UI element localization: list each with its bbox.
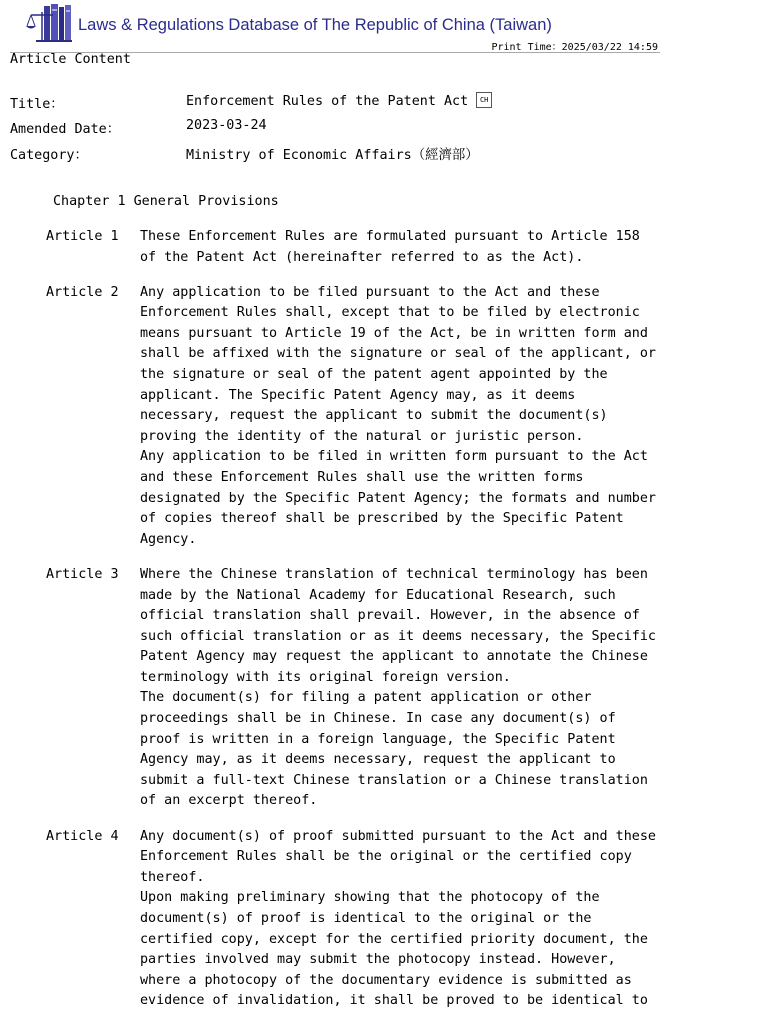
article-list (0, 227, 768, 1024)
site-header (10, 0, 660, 53)
article-paragraph: Any document(s) of proof submitted pursuant to the Act and these Enforcement Rules shall be the original or the certified copy thereof. (140, 828, 656, 885)
article-paragraph: These Enforcement Rules are formulated pursuant to Article 158 of the Patent Act (hereinafter referred to as the Act). (140, 229, 640, 265)
article-paragraph: Upon making preliminary showing that the photocopy of the document(s) of proof is identical to the original or the certified copy, except for the certified priority document, the parties involved may submit the photocopy instead. However, where a photocopy of the documentary evidence is submitted as evidence of invalidation, it shall be proved to be identical to (140, 890, 648, 1009)
law-title: Enforcement Rules of the Patent Act (186, 94, 469, 109)
article-body (140, 827, 660, 1012)
article (0, 565, 768, 812)
article-number: Article 4 (46, 828, 119, 844)
article-paragraph: Any application to be filed pursuant to the Act and these Enforcement Rules shall, except that to be filed by electronic means pursuant to Article 19 of the Act, be in written form and shall be affixed with the signature or seal of the applicant, or the signature or seal of the patent agent appointed by the applicant. The Specific Patent Agency may, as it deems necessary, request the applicant to submit the document(s) proving the identity of the natural or juristic person. (140, 284, 656, 444)
print-time: Print Time：2025/03/22 14:59 (491, 42, 658, 53)
article-number: Article 2 (46, 284, 119, 300)
article-number: Article 3 (46, 566, 119, 582)
chinese-version-link[interactable]: CH (476, 92, 492, 108)
category-value: Ministry of Economic Affairs（經濟部） (186, 148, 479, 163)
title-label: Title： (10, 97, 64, 112)
amended-date-label: Amended Date： (10, 122, 121, 137)
article-body (140, 283, 660, 551)
article-number: Article 1 (46, 229, 119, 244)
article (0, 283, 768, 551)
site-title: Laws & Regulations Database of The Republic of China (Taiwan) (78, 16, 552, 34)
article (0, 827, 768, 1012)
article (0, 227, 768, 268)
chapter-title: Chapter 1 General Provisions (53, 194, 279, 209)
article-paragraph: The document(s) for filing a patent application or other proceedings shall be in Chinese. In case any document(s) of proof is written in a foreign language, the Specific Patent Agency may, as it deems necessary, request the applicant to submit a full-text Chinese translation or a Chinese translation of an excerpt thereof. (140, 690, 648, 809)
amended-date-value: 2023-03-24 (186, 118, 267, 133)
category-label: Category： (10, 148, 88, 163)
books-and-scales-logo-icon (22, 2, 84, 44)
section-label: Article Content (10, 52, 131, 67)
title-value-group (186, 93, 492, 109)
article-body (140, 565, 660, 812)
article-paragraph: Any application to be filed in written form pursuant to the Act and these Enforcement Rules shall use the written forms designated by the Specific Patent Agency; the formats and number of copies thereof shall be prescribed by the Specific Patent Agency. (140, 449, 656, 547)
article-body (140, 227, 660, 268)
article-paragraph: Where the Chinese translation of technical terminology has been made by the National Academy for Educational Research, such official translation shall prevail. However, in the absence of such official translation or as it deems necessary, the Specific Patent Agency may request the applicant to annotate the Chinese terminology with its original foreign version. (140, 566, 656, 685)
